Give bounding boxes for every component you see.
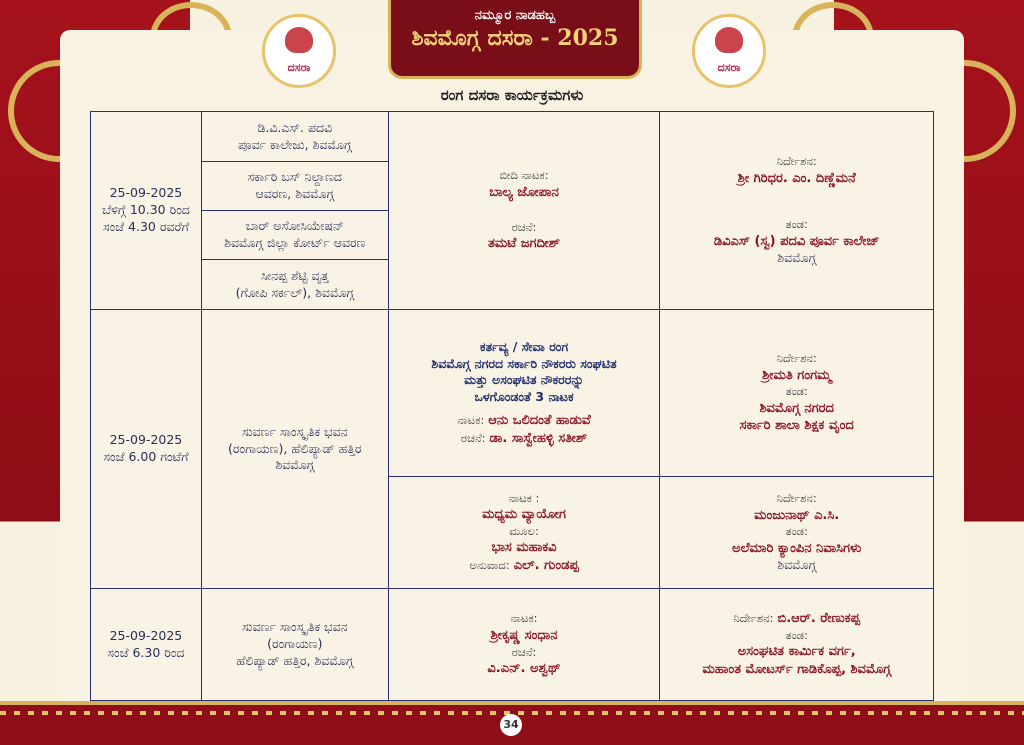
venue-cell	[201, 589, 388, 701]
venue-line: ಸರ್ಕಾರಿ ಬಸ್ ನಿಲ್ದಾಣದ	[247, 169, 342, 185]
team-label: ತಂಡ:	[785, 384, 808, 399]
play-name: ಶ್ರೀಕೃಷ್ಣ ಸಂಧಾನ	[490, 627, 558, 643]
date-text: 25-09-2025	[109, 627, 183, 643]
venue-line: ಬಾರ್ ಅಸೋಸಿಯೇಷನ್	[245, 218, 344, 234]
venue-line: ಡಿ.ವಿ.ಎಸ್. ಪದವಿ	[257, 119, 333, 135]
play-label: ನಾಟಕ:	[510, 611, 538, 626]
logo-text: ದಸರಾ	[287, 61, 311, 74]
director-label: ನಿರ್ದೇಶನ:	[776, 491, 817, 505]
venue-line: (ರಂಗಾಯಣ)	[267, 636, 323, 652]
play-heading: ಒಳಗೊಂಡಂತೆ 3 ನಾಟಕ	[474, 389, 574, 405]
goddess-icon	[285, 27, 313, 53]
dasara-logo-left	[262, 14, 336, 88]
goddess-icon	[715, 27, 743, 53]
date-text: 25-09-2025	[109, 432, 183, 448]
translator-label: ಅನುವಾದ:	[469, 557, 510, 572]
venue-line: ಹೆಲಿಪ್ಯಾಡ್ ಹತ್ತಿರ, ಶಿವಮೊಗ್ಗ	[236, 652, 354, 668]
date-text: 25-09-2025	[109, 185, 183, 201]
writer-label: ರಚನೆ:	[460, 430, 486, 445]
credits-cell	[660, 112, 934, 310]
venue-line: (ಗೋಪಿ ಸರ್ಕಲ್), ಶಿವಮೊಗ್ಗ	[235, 284, 354, 300]
credits-cell	[660, 477, 934, 589]
date-cell	[91, 310, 202, 589]
team-label: ತಂಡ:	[785, 627, 808, 642]
page-subtitle: ರಂಗ ದಸರಾ ಕಾರ್ಯಕ್ರಮಗಳು	[440, 86, 584, 104]
venue-line: ಸುವರ್ಣ ಸಾಂಸ್ಕೃತಿಕ ಭವನ	[242, 619, 348, 635]
venue-line: ಸೀನಪ್ಪ ಶೆಟ್ಟಿ ವೃತ್ತ	[260, 267, 329, 283]
time-text: ಸಂಜೆ 6.00 ಗಂಟೆಗೆ	[103, 449, 189, 464]
header-tagline: ನಮ್ಮೂರ ನಾಡಹಬ್ಬ	[474, 8, 556, 23]
venue-line: (ರಂಗಾಯಣ), ಹೆಲಿಪ್ಯಾಡ್ ಹತ್ತಿರ	[228, 440, 362, 456]
table-row	[91, 310, 934, 477]
credits-cell	[660, 310, 934, 477]
venue-cell	[201, 211, 388, 260]
team-name: ಶಿವಮೊಗ್ಗ ನಗರದ	[759, 400, 834, 416]
writer-name: ಡಾ. ಸಾಸ್ವೇಹಳ್ಳಿ ಸತೀಶ್	[489, 430, 588, 446]
play-cell	[388, 477, 660, 589]
play-heading: ಮತ್ತು ಅಸಂಘಟಿತ ನೌಕರರನ್ನು	[464, 372, 584, 388]
play-label: ಬೀದಿ ನಾಟಕ:	[499, 168, 549, 183]
director-label: ನಿರ್ದೇಶನ:	[776, 154, 817, 168]
header-title: ಶಿವಮೊಗ್ಗ ದಸರಾ - 2025	[411, 25, 619, 51]
team-place: ಶಿವಮೊಗ್ಗ	[777, 250, 817, 266]
venue-line: ಪೂರ್ವ ಕಾಲೇಜು, ಶಿವಮೊಗ್ಗ	[238, 136, 352, 152]
director-name: ಬಿ.ಆರ್. ರೇಣುಕಪ್ಪ	[777, 611, 860, 627]
page-number: 34	[500, 714, 522, 736]
director-name: ಶ್ರೀಮತಿ ಗಂಗಮ್ಮ	[762, 367, 832, 383]
play-name: ಬಾಲ್ಯ ಜೋಪಾನ	[489, 184, 559, 200]
time-text: ಸಂಜೆ 6.30 ರಿಂದ	[107, 644, 185, 660]
translator-name: ಎಲ್. ಗುಂಡಪ್ಪ	[513, 557, 579, 573]
writer-name: ವಿ.ಎನ್. ಅಶ್ವಥ್	[487, 661, 561, 677]
time-text: ಬೆಳಿಗ್ಗೆ 10.30 ರಿಂದ	[102, 202, 190, 218]
footer-band	[0, 701, 1024, 745]
venue-line: ಶಿವಮೊಗ್ಗ	[275, 457, 315, 473]
play-name: ಆನು ಒಲಿದಂತೆ ಹಾಡುವೆ	[488, 413, 591, 429]
date-cell	[91, 112, 202, 310]
play-cell	[388, 589, 660, 701]
time-text: ಸಂಜೆ 4.30 ರವರೆಗೆ	[103, 218, 189, 234]
team-place: ಶಿವಮೊಗ್ಗ	[777, 557, 817, 573]
source-label: ಮೂಲ:	[509, 523, 539, 538]
venue-cell	[201, 112, 388, 162]
venue-line: ಆವರಣ, ಶಿವಮೊಗ್ಗ	[255, 186, 335, 201]
play-cell	[388, 112, 660, 310]
play-label: ನಾಟಕ :	[508, 490, 540, 505]
venue-line: ಸುವರ್ಣ ಸಾಂಸ್ಕೃತಿಕ ಭವನ	[242, 423, 348, 439]
team-name: ಡಿವಿಎಸ್ (ಸ್ವ) ಪದವಿ ಪೂರ್ವ ಕಾಲೇಜ್	[713, 233, 880, 249]
logo-text: ದಸರಾ	[717, 61, 741, 74]
venue-cell	[201, 162, 388, 211]
writer-label: ರಚನೆ:	[511, 219, 537, 234]
team-label: ತಂಡ:	[785, 217, 808, 232]
program-table	[90, 111, 934, 701]
venue-cell	[201, 310, 388, 589]
team-name: ಮಹಾಂತ ಮೋಟರ್ಸ್ ಗಾಡಿಕೊಪ್ಪ, ಶಿವಮೊಗ್ಗ	[702, 662, 891, 678]
source-name: ಭಾಸ ಮಹಾಕವಿ	[491, 540, 557, 556]
team-name: ಸರ್ಕಾರಿ ಶಾಲಾ ಶಿಕ್ಷಕ ವೃಂದ	[739, 418, 854, 434]
venue-cell	[201, 260, 388, 310]
director-name: ಶ್ರೀ ಗಿರಿಧರ. ಎಂ. ದಿಣ್ಣೆಮನೆ	[737, 170, 856, 186]
play-label: ನಾಟಕ:	[457, 413, 485, 428]
venue-line: ಶಿವಮೊಗ್ಗ ಜಿಲ್ಲಾ ಕೋರ್ಟ್ ಆವರಣ	[224, 235, 366, 250]
team-name: ಅಲೆಮಾರಿ ಕ್ಯಾಂಪಿನ ನಿವಾಸಿಗಳು	[732, 540, 862, 556]
date-cell	[91, 589, 202, 701]
table-row	[91, 589, 934, 701]
play-name: ಮಧ್ಯಮ ವ್ಯಾಯೋಗ	[482, 507, 566, 523]
team-label: ತಂಡ:	[785, 524, 808, 539]
table-row	[91, 112, 934, 162]
dasara-logo-right	[692, 14, 766, 88]
credits-cell	[660, 589, 934, 701]
header-banner	[388, 0, 642, 79]
writer-label: ರಚನೆ:	[511, 644, 537, 659]
director-label: ನಿರ್ದೇಶನ:	[776, 351, 817, 366]
writer-name: ತಮಟೆ ಜಗದೀಶ್	[487, 236, 561, 252]
director-name: ಮಂಜುನಾಥ್ ಎ.ಸಿ.	[754, 507, 840, 523]
play-heading: ಕರ್ತವ್ಯ / ಸೇವಾ ರಂಗ	[479, 338, 569, 354]
director-label: ನಿರ್ದೇಶನ:	[733, 611, 774, 626]
play-heading: ಶಿವಮೊಗ್ಗ ನಗರದ ಸರ್ಕಾರಿ ನೌಕರರು ಸಂಘಟಿತ	[431, 355, 617, 371]
play-cell	[388, 310, 660, 477]
team-name: ಅಸಂಘಟಿತ ಕಾರ್ಮಿಕ ವರ್ಗ,	[737, 644, 856, 660]
